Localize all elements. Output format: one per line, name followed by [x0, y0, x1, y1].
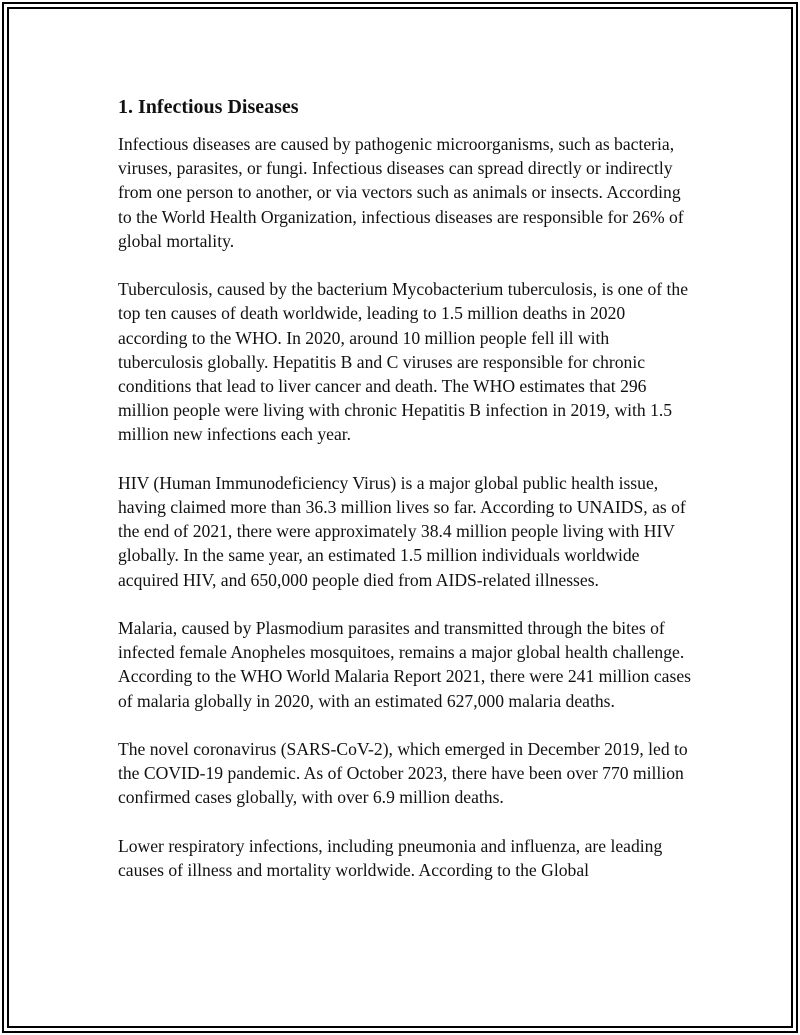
paragraph-hiv: HIV (Human Immunodeficiency Virus) is a major global public health issue, having claimed more than 36.3 million lives so far. According to UNAIDS, as of the end of 2021, there were approximately 38.4 million people living with HIV globally. In the same year, an estimated 1.5 million individuals worldwide acquired HIV, and 650,000 people died from AIDS-related illnesses. — [118, 472, 686, 590]
document-body — [118, 94, 698, 906]
section-heading: 1. Infectious Diseases — [118, 96, 299, 118]
paragraph-malaria: Malaria, caused by Plasmodium parasites and transmitted through the bites of infected female Anopheles mosquitoes, remains a major global health challenge. According to the WHO World Malaria Report 2021, there were 241 million cases of malaria globally in 2020, with an estimated 627,000 malaria deaths. — [118, 618, 691, 711]
paragraph-respiratory-infections: Lower respiratory infections, including pneumonia and influenza, are leading causes of illness and mortality worldwide. According to the Global — [118, 835, 663, 881]
paragraph-infectious-diseases: Infectious diseases are caused by pathogenic microorganisms, such as bacteria, viruses, parasites, or fungi. Infectious diseases can spread directly or indirectly from one person to another, or via vectors such as animals or insects. According to the World Health Organization, infectious diseases are responsible for 26% of global mortality. — [118, 134, 684, 251]
paragraph-tuberculosis-hepatitis: Tuberculosis, caused by the bacterium Mycobacterium tuberculosis, is one of the top ten causes of death worldwide, leading to 1.5 million deaths in 2020 according to the WHO. In 2020, around 10 million people fell ill with tuberculosis globally. Hepatitis B and C viruses are responsible for chronic conditions that lead to liver cancer and death. The WHO estimates that 296 million people were living with chronic Hepatitis B infection in 2019, with 1.5 million new infections each year. — [118, 279, 689, 445]
paragraph-covid-19: The novel coronavirus (SARS-CoV-2), which emerged in December 2019, led to the COVID-19 pandemic. As of October 2023, there have been over 770 million confirmed cases globally, with over 6.9 million deaths. — [118, 739, 688, 808]
